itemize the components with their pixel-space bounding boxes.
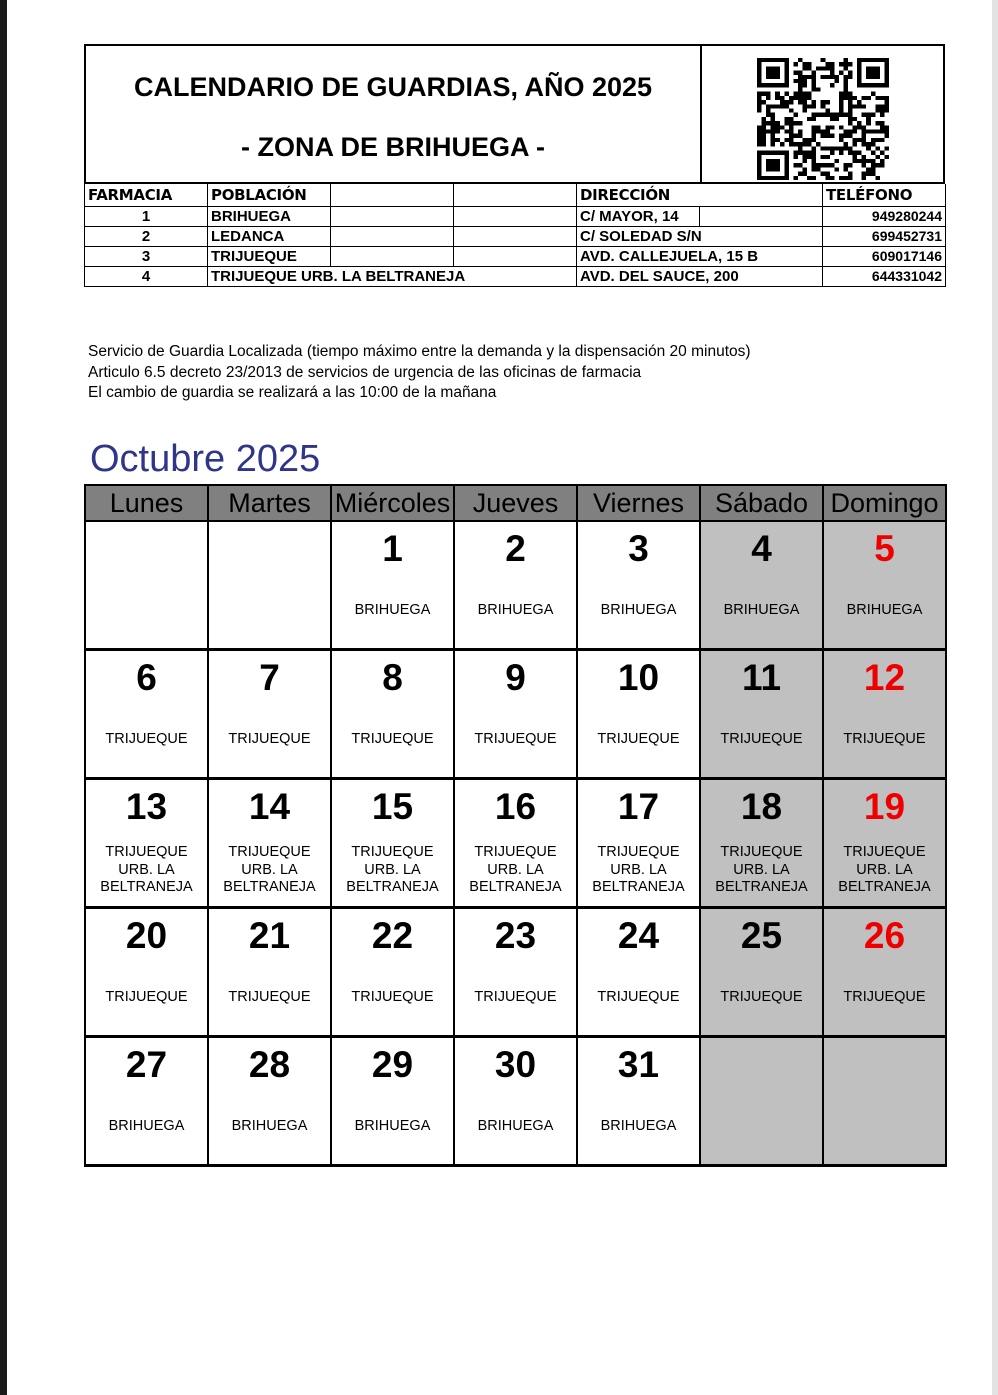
pharmacy-name-line: TRIJUEQUE (351, 731, 434, 747)
pharmacy-name-line: TRIJUEQUE (843, 844, 926, 860)
day-number: 28 (248, 1044, 291, 1085)
calendar-day-cell (208, 1037, 331, 1166)
document-title: CALENDARIO DE GUARDIAS, AÑO 2025 (133, 72, 653, 102)
calendar-day-cell (577, 908, 700, 1037)
pharmacy-name-line: TRIJUEQUE (105, 844, 188, 860)
month-title: Octubre 2025 (90, 438, 321, 480)
day-number: 25 (740, 915, 783, 956)
day-number: 20 (125, 915, 168, 956)
pharmacy-phone: 699452731 (823, 227, 946, 247)
day-number: 9 (505, 657, 526, 698)
pharmacy-name-line: TRIJUEQUE (720, 989, 803, 1005)
window-edge-right (992, 0, 998, 1395)
on-duty-pharmacy (578, 989, 699, 1007)
on-duty-pharmacy (455, 1118, 576, 1136)
pharmacy-name-line: URB. LA (610, 861, 667, 878)
calendar-day-cell (700, 908, 823, 1037)
pharmacy-name-line: TRIJUEQUE (720, 731, 803, 747)
pharmacy-name-line: TRIJUEQUE (597, 989, 680, 1005)
service-notes (88, 342, 751, 404)
col-header-farmacia: FARMACIA (85, 184, 208, 207)
calendar-day-cell (85, 521, 208, 650)
pharmacy-name-line: TRIJUEQUE (843, 731, 926, 747)
on-duty-pharmacy (701, 731, 822, 749)
pharmacy-name-line: BRIHUEGA (477, 602, 554, 618)
calendar-day-cell (454, 521, 577, 650)
on-duty-pharmacy (332, 731, 453, 749)
day-number: 5 (874, 528, 895, 569)
calendar-day-cell (577, 650, 700, 779)
on-duty-pharmacy (455, 844, 576, 897)
day-number: 30 (494, 1044, 537, 1085)
day-number: 17 (617, 786, 660, 827)
window-edge-left (0, 0, 7, 1395)
pharmacy-town: LEDANCA (208, 227, 331, 247)
pharmacy-name-line: BELTRANEJA (592, 879, 685, 895)
day-number: 10 (617, 657, 660, 698)
on-duty-pharmacy (209, 1118, 330, 1136)
on-duty-pharmacy (209, 844, 330, 897)
day-number: 16 (494, 786, 537, 827)
pharmacy-name-line: BRIHUEGA (846, 602, 923, 618)
calendar-week-row (85, 908, 946, 1037)
note-line: El cambio de guardia se realizará a las 10:00 de la mañana (88, 384, 497, 401)
on-duty-pharmacy (86, 1118, 207, 1136)
pharmacy-name-line: TRIJUEQUE (474, 731, 557, 747)
pharmacy-town: TRIJUEQUE URB. LA BELTRANEJA (208, 267, 577, 287)
col-header-poblacion: POBLACIÓN (208, 184, 331, 207)
col-header-telefono: TELÉFONO (823, 184, 946, 207)
weekday-header: Lunes (85, 485, 208, 521)
pharmacy-name-line: BELTRANEJA (223, 879, 316, 895)
on-duty-pharmacy (455, 989, 576, 1007)
calendar-day-cell (331, 650, 454, 779)
table-row (85, 267, 946, 287)
pharmacy-town: BRIHUEGA (208, 207, 331, 227)
document-header (84, 44, 945, 184)
calendar-day-cell (577, 521, 700, 650)
day-number: 18 (740, 786, 783, 827)
on-duty-pharmacy (86, 731, 207, 749)
pharmacy-name-line: BRIHUEGA (600, 1118, 677, 1134)
pharmacy-address: C/ MAYOR, 14 (577, 207, 700, 227)
day-number: 12 (863, 657, 906, 698)
pharmacy-name-line: TRIJUEQUE (720, 844, 803, 860)
pharmacy-name-line: URB. LA (118, 861, 175, 878)
calendar-week-row (85, 1037, 946, 1166)
on-duty-pharmacy (824, 731, 945, 749)
on-duty-pharmacy (824, 989, 945, 1007)
pharmacy-name-line: BRIHUEGA (600, 602, 677, 618)
day-number: 11 (741, 657, 782, 698)
pharmacy-name-line: URB. LA (856, 861, 913, 878)
calendar-day-cell (208, 908, 331, 1037)
on-duty-pharmacy (701, 602, 822, 620)
pharmacy-name-line: BELTRANEJA (838, 879, 931, 895)
day-number: 3 (628, 528, 649, 569)
calendar-day-cell (823, 650, 946, 779)
pharmacy-number: 1 (85, 207, 208, 227)
pharmacy-name-line: TRIJUEQUE (474, 989, 557, 1005)
pharmacy-name-line: TRIJUEQUE (474, 844, 557, 860)
table-row (85, 207, 946, 227)
weekday-header: Miércoles (331, 485, 454, 521)
note-line: Articulo 6.5 decreto 23/2013 de servicios de urgencia de las oficinas de farmacia (88, 363, 642, 381)
pharmacy-name-line: TRIJUEQUE (105, 731, 188, 747)
calendar-day-cell (85, 1037, 208, 1166)
pharmacy-name-line: TRIJUEQUE (228, 844, 311, 860)
pharmacy-name-line: BELTRANEJA (469, 879, 562, 895)
pharmacy-name-line: BRIHUEGA (354, 1118, 431, 1134)
pharmacy-phone: 949280244 (823, 207, 946, 227)
note-line: Servicio de Guardia Localizada (tiempo máximo entre la demanda y la dispensación 20 minutos) (88, 343, 751, 360)
calendar-day-cell (700, 779, 823, 908)
pharmacy-name-line: TRIJUEQUE (843, 989, 926, 1005)
calendar-day-cell (577, 1037, 700, 1166)
pharmacy-name-line: TRIJUEQUE (228, 731, 311, 747)
weekday-header: Domingo (823, 485, 946, 521)
calendar-day-cell (85, 650, 208, 779)
qr-code-icon[interactable] (757, 58, 889, 180)
day-number: 19 (863, 786, 906, 827)
calendar-day-cell (454, 1037, 577, 1166)
day-number: 29 (371, 1044, 414, 1085)
weekday-header: Viernes (577, 485, 700, 521)
day-number: 26 (863, 915, 906, 956)
on-duty-pharmacy (824, 844, 945, 897)
day-number: 22 (371, 915, 414, 956)
col-header-direccion: DIRECCIÓN (577, 184, 700, 207)
day-number: 6 (136, 657, 157, 698)
calendar-day-cell (823, 521, 946, 650)
pharmacy-name-line: URB. LA (733, 861, 790, 878)
table-row (85, 227, 946, 247)
pharmacy-name-line: BELTRANEJA (715, 879, 808, 895)
pharmacy-name-line: TRIJUEQUE (105, 989, 188, 1005)
calendar-week-row (85, 521, 946, 650)
calendar-week-row (85, 779, 946, 908)
calendar-grid (84, 484, 947, 1167)
pharmacy-name-line: BRIHUEGA (723, 602, 800, 618)
day-number: 21 (248, 915, 291, 956)
day-number: 2 (505, 528, 526, 569)
pharmacy-name-line: TRIJUEQUE (597, 844, 680, 860)
day-number: 4 (751, 528, 772, 569)
on-duty-pharmacy (701, 989, 822, 1007)
on-duty-pharmacy (578, 1118, 699, 1136)
pharmacy-name-line: TRIJUEQUE (228, 989, 311, 1005)
on-duty-pharmacy (332, 602, 453, 620)
calendar-day-cell (823, 908, 946, 1037)
day-number: 31 (617, 1044, 660, 1085)
pharmacy-name-line: BRIHUEGA (477, 1118, 554, 1134)
day-number: 23 (494, 915, 537, 956)
pharmacy-name-line: BELTRANEJA (346, 879, 439, 895)
pharmacy-address: C/ SOLEDAD S/N (577, 227, 700, 247)
pharmacy-address: AVD. CALLEJUELA, 15 B (577, 247, 700, 267)
calendar-day-cell (208, 521, 331, 650)
calendar-day-cell (208, 779, 331, 908)
pharmacy-number: 4 (85, 267, 208, 287)
pharmacy-table (84, 184, 946, 287)
calendar-day-cell (700, 521, 823, 650)
pharmacy-name-line: BRIHUEGA (108, 1118, 185, 1134)
pharmacy-table-header (85, 184, 946, 207)
pharmacy-name-line: TRIJUEQUE (351, 844, 434, 860)
calendar-day-cell (823, 779, 946, 908)
pharmacy-name-line: URB. LA (241, 861, 298, 878)
calendar-day-cell (823, 1037, 946, 1166)
pharmacy-name-line: BRIHUEGA (231, 1118, 308, 1134)
on-duty-pharmacy (332, 1118, 453, 1136)
pharmacy-name-line: URB. LA (364, 861, 421, 878)
pharmacy-name-line: TRIJUEQUE (351, 989, 434, 1005)
pharmacy-name-line: BELTRANEJA (100, 879, 193, 895)
calendar-day-cell (577, 779, 700, 908)
calendar-day-cell (454, 779, 577, 908)
calendar-week-row (85, 650, 946, 779)
day-number: 27 (125, 1044, 168, 1085)
on-duty-pharmacy (209, 989, 330, 1007)
day-number: 14 (248, 786, 291, 827)
on-duty-pharmacy (578, 602, 699, 620)
calendar-day-cell (208, 650, 331, 779)
on-duty-pharmacy (209, 731, 330, 749)
calendar-day-cell (85, 908, 208, 1037)
on-duty-pharmacy (701, 844, 822, 897)
pharmacy-phone: 609017146 (823, 247, 946, 267)
on-duty-pharmacy (455, 731, 576, 749)
header-divider (700, 46, 702, 184)
on-duty-pharmacy (332, 989, 453, 1007)
calendar-day-cell (700, 1037, 823, 1166)
pharmacy-name-line: BRIHUEGA (354, 602, 431, 618)
pharmacy-name-line: TRIJUEQUE (597, 731, 680, 747)
pharmacy-address: AVD. DEL SAUCE, 200 (577, 267, 700, 287)
table-row (85, 247, 946, 267)
weekday-header: Jueves (454, 485, 577, 521)
day-number: 7 (259, 657, 280, 698)
on-duty-pharmacy (578, 844, 699, 897)
day-number: 8 (382, 657, 403, 698)
day-number: 1 (382, 528, 403, 569)
day-number: 15 (371, 786, 414, 827)
pharmacy-town: TRIJUEQUE (208, 247, 331, 267)
calendar-day-cell (85, 779, 208, 908)
pharmacy-name-line: URB. LA (487, 861, 544, 878)
calendar-day-cell (454, 650, 577, 779)
calendar-day-cell (331, 521, 454, 650)
on-duty-pharmacy (578, 731, 699, 749)
calendar-day-cell (331, 779, 454, 908)
on-duty-pharmacy (455, 602, 576, 620)
on-duty-pharmacy (824, 602, 945, 620)
calendar-day-cell (331, 1037, 454, 1166)
calendar-day-cell (331, 908, 454, 1037)
weekday-header-row (85, 485, 946, 521)
calendar-day-cell (454, 908, 577, 1037)
on-duty-pharmacy (332, 844, 453, 897)
weekday-header: Sábado (700, 485, 823, 521)
weekday-header: Martes (208, 485, 331, 521)
on-duty-pharmacy (86, 844, 207, 897)
day-number: 13 (125, 786, 168, 827)
calendar-day-cell (700, 650, 823, 779)
pharmacy-number: 2 (85, 227, 208, 247)
on-duty-pharmacy (86, 989, 207, 1007)
pharmacy-phone: 644331042 (823, 267, 946, 287)
day-number: 24 (617, 915, 660, 956)
pharmacy-number: 3 (85, 247, 208, 267)
document-subtitle: - ZONA DE BRIHUEGA - (241, 132, 545, 162)
